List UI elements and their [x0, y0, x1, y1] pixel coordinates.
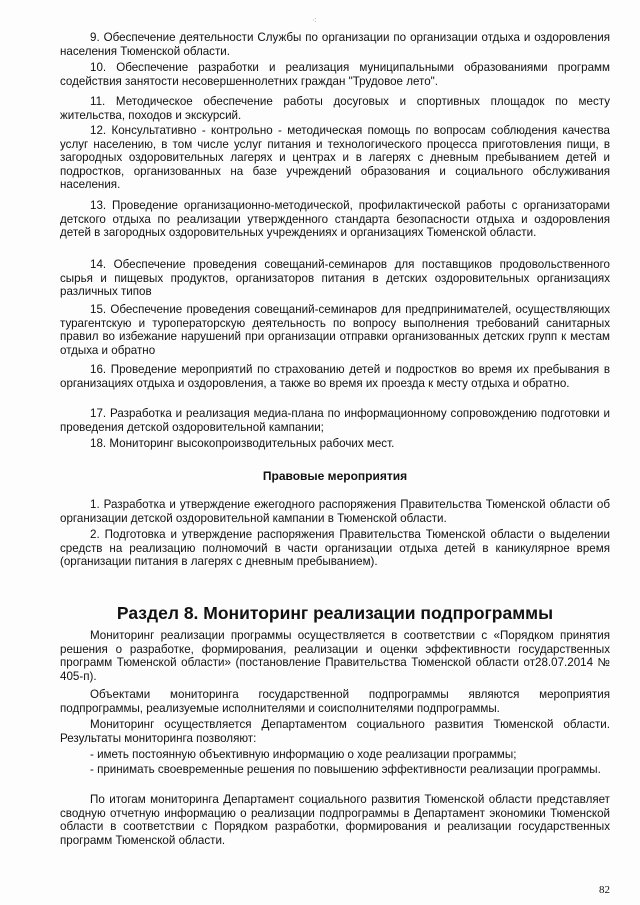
paragraph-item-18: 18. Мониторинг высокопроизводительных рабочих мест. [90, 437, 395, 450]
section-title: Раздел 8. Мониторинг реализации подпрограммы [116, 603, 554, 623]
scan-speck: ⁖ [312, 16, 317, 25]
paragraph-item-15: 15. Обеспечение проведения совещаний-семинаров для предпринимателей, осуществляющих турагентскую и туроператорскую деятельность по вопросу выполнения требований санитарных правил во избежание нарушений при организации отправки организованных детских групп к местам отдыха и обратно [60, 303, 610, 357]
page-number: 82 [599, 884, 610, 896]
paragraph-item-11: 11. Методическое обеспечение работы досуговых и спортивных площадок по месту жительства, походов и экскурсий. [60, 95, 610, 122]
section-bullet-1: - иметь постоянную объективную информацию о ходе реализации программы; [90, 748, 517, 761]
section-paragraph-4: По итогам мониторинга Департамент социального развития Тюменской области представляет сводную отчетную информацию о реализации подпрограммы в Департамент экономики Тюменской области в соответствии с Порядком разработки, формирования и реализации государственных программ Тюменской области. [60, 793, 610, 847]
paragraph-item-16: 16. Проведение мероприятий по страхованию детей и подростков во время их пребывания в организациях отдыха и оздоровления, а также во время их проезда к месту отдыха и обратно. [60, 363, 610, 390]
paragraph-item-13: 13. Проведение организационно-методической, профилактической работы с организаторами детского отдыха по реализации утвержденного стандарта безопасности отдыха и оздоровления детей в загородных оздоровительных учреждениях и организациях Тюменской области. [60, 199, 610, 240]
legal-paragraph-2: 2. Подготовка и утверждение распоряжения Правительства Тюменской области о выделении средств на реализацию полномочий в части организации отдыха детей в каникулярное время (организации питания в лагерях с дневным пребыванием). [60, 528, 610, 569]
paragraph-item-9: 9. Обеспечение деятельности Службы по организации по организации отдыха и оздоровления населения Тюменской области. [60, 31, 610, 58]
section-paragraph-3: Мониторинг осуществляется Департаментом социального развития Тюменской области. Результаты мониторинга позволяют: [60, 718, 610, 745]
paragraph-item-14: 14. Обеспечение проведения совещаний-семинаров для поставщиков продовольственного сырья и пищевых продуктов, организаторов питания в детских оздоровительных организациях различных типов [60, 258, 610, 299]
paragraph-item-10: 10. Обеспечение разработки и реализация муниципальными образованиями программ содействия занятости несовершеннолетних граждан "Трудовое лето". [60, 61, 610, 88]
paragraph-item-17: 17. Разработка и реализация медиа-плана по информационному сопровождению подготовки и проведения детской оздоровительной кампании; [60, 407, 610, 434]
legal-heading: Правовые мероприятия [262, 469, 408, 483]
legal-paragraph-1: 1. Разработка и утверждение ежегодного распоряжения Правительства Тюменской области об организации детской оздоровительной кампании в Тюменской области. [60, 498, 610, 525]
section-paragraph-2: Объектами мониторинга государственной подпрограммы являются мероприятия подпрограммы, реализуемые исполнителями и соисполнителями подпрограммы. [60, 688, 610, 715]
section-bullet-2: - принимать своевременные решения по повышению эффективности реализации программы. [90, 763, 601, 776]
section-paragraph-1: Мониторинг реализации программы осуществляется в соответствии с «Порядком принятия решения о разработке, формирования, реализации и оценки эффективности государственных программ Тюменской области» (постановление Правительства Тюменской области от28.07.2014 № 405-п). [60, 629, 610, 683]
paragraph-item-12: 12. Консультативно - контрольно - методическая помощь по вопросам соблюдения качества услуг населению, в том числе услуг питания и технологического процесса приготовления пищи, в загородных оздоровительных лагерях и центрах и в лагерях с дневным пребыванием детей и подростков, организованных на базе учреждений образования и социального обслуживания населения. [60, 124, 610, 192]
